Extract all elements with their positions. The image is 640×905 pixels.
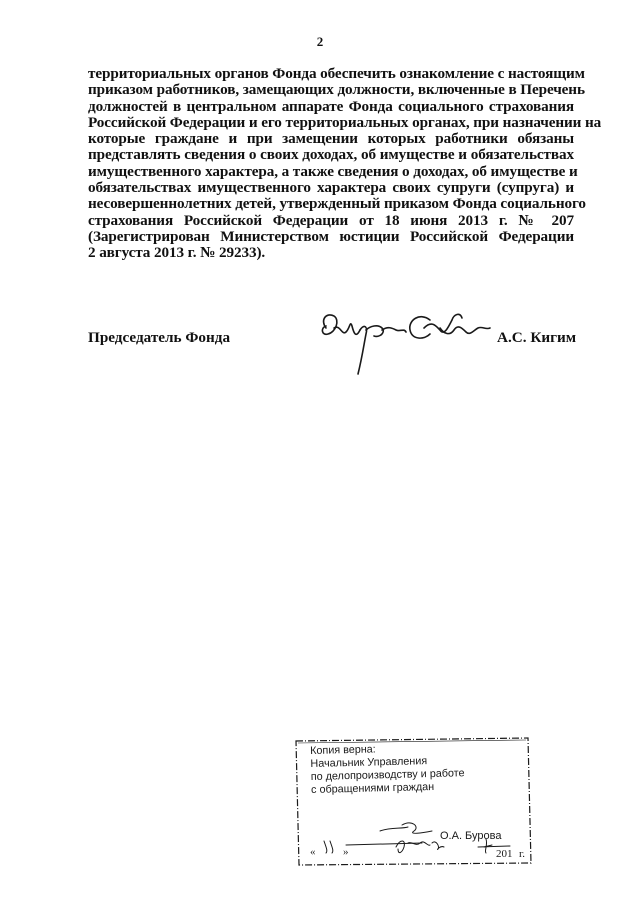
date-close-quote: » — [343, 846, 349, 858]
body-line: должностей в центральном аппарате Фонда социального страхования — [88, 97, 574, 115]
body-line: 2 августа 2013 г. № 29233). — [88, 244, 266, 262]
stamp-date — [310, 846, 349, 858]
date-open-quote: « — [310, 846, 316, 858]
body-line: обязательствах имущественного характера своих супруги (супруга) и — [88, 179, 574, 197]
stamp-line: Копия верна: — [310, 743, 376, 757]
stamp-year-suffix: г. — [519, 848, 526, 860]
body-line: (Зарегистрирован Министерством юстиции Российской Федерации — [88, 227, 574, 245]
body-line: страхования Российской Федерации от 18 июня 2013 г. № 207 — [88, 211, 574, 229]
handwritten-signature — [312, 298, 498, 380]
body-line: Российской Федерации и его территориальных органах, при назначении на — [88, 113, 602, 131]
body-line: имущественного характера, а также сведения о доходах, об имуществе и — [88, 162, 578, 180]
signer-title: Председатель Фонда — [88, 329, 231, 346]
stamp-line: Начальник Управления — [310, 755, 428, 770]
stamp-line: по делопроизводству и работе — [310, 767, 465, 783]
signer-name: А.С. Кигим — [497, 329, 577, 346]
stamp-certifier-name: О.А. Бурова — [440, 830, 502, 842]
page-number: 2 — [316, 34, 324, 49]
stamp-line: с обращениями граждан — [310, 780, 435, 796]
certification-stamp — [290, 735, 536, 867]
stamp-year: 201 — [496, 848, 513, 860]
body-line: несовершеннолетних детей, утвержденный приказом Фонда социального — [88, 195, 586, 213]
body-line: представлять сведения о своих доходах, об имуществе и обязательствах — [88, 146, 574, 164]
body-paragraph — [88, 65, 602, 262]
body-line: приказом работников, замещающих должности, включенные в Перечень — [88, 81, 585, 99]
body-line: которые граждане и при замещении которых работники обязаны — [88, 130, 574, 148]
body-line: территориальных органов Фонда обеспечить ознакомление с настоящим — [88, 65, 585, 82]
